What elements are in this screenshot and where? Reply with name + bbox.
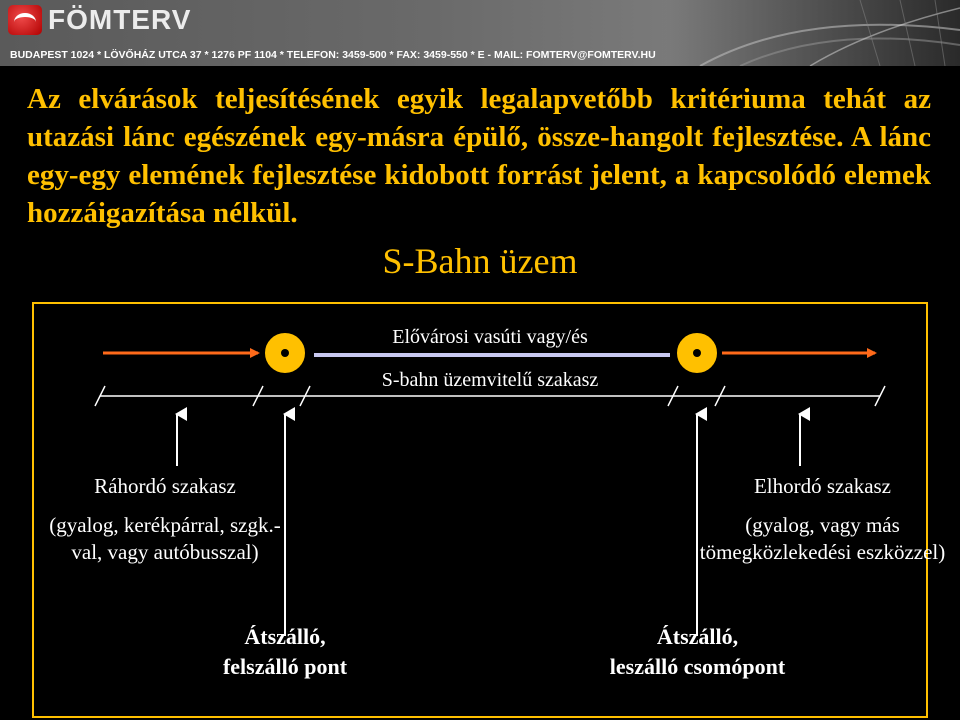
slide-content <box>0 66 960 720</box>
company-name: FÖMTERV <box>48 4 192 35</box>
transfer-left-line2: felszálló pont <box>222 654 348 679</box>
travel-chain-diagram <box>0 66 960 720</box>
header-decoration <box>660 0 960 66</box>
feeder-section-title: Ráhordó szakasz <box>94 474 236 498</box>
rail-section-label-line1: Elővárosi vasúti vagy/és <box>392 326 588 348</box>
company-logo <box>8 5 191 35</box>
transfer-right-line2: leszálló csomópont <box>609 654 786 679</box>
diagram-title: S-Bahn üzem <box>382 241 578 281</box>
intro-paragraph: Az elvárások teljesítésének egyik legalapvetőbb kritériuma tehát az utazási lánc egészének egy-másra épülő, össze-hangolt fejlesztése. A lánc egy-egy elemének fejlesztése kidobott forrást jelent, a kapcsolódó elemek hozzáigazítása nélkül. <box>27 83 931 229</box>
distributor-section-description: (gyalog, vagy más tömegközlekedési eszközzel) <box>699 513 946 564</box>
transfer-point-left-label <box>190 622 380 682</box>
fomterv-logo-icon <box>8 5 42 35</box>
rail-section-label-line2: S-bahn üzemvitelű szakasz <box>381 369 599 391</box>
transfer-point-right-label <box>580 622 815 682</box>
feeder-section-description: (gyalog, kerékpárral, szgk.-val, vagy autóbusszal) <box>49 513 281 564</box>
transfer-node-right <box>676 332 718 374</box>
transfer-right-line1: Átszálló, <box>656 624 739 649</box>
distributor-section-title: Elhordó szakasz <box>753 474 892 498</box>
transfer-left-line1: Átszálló, <box>244 624 326 649</box>
transfer-node-left <box>264 332 306 374</box>
company-address: BUDAPEST 1024 * LÖVŐHÁZ UTCA 37 * 1276 PF 1104 * TELEFON: 3459-500 * FAX: 3459-550 * E - MAIL: FOMTERV@FOMTERV.HU <box>10 49 656 61</box>
header-banner <box>0 0 960 66</box>
